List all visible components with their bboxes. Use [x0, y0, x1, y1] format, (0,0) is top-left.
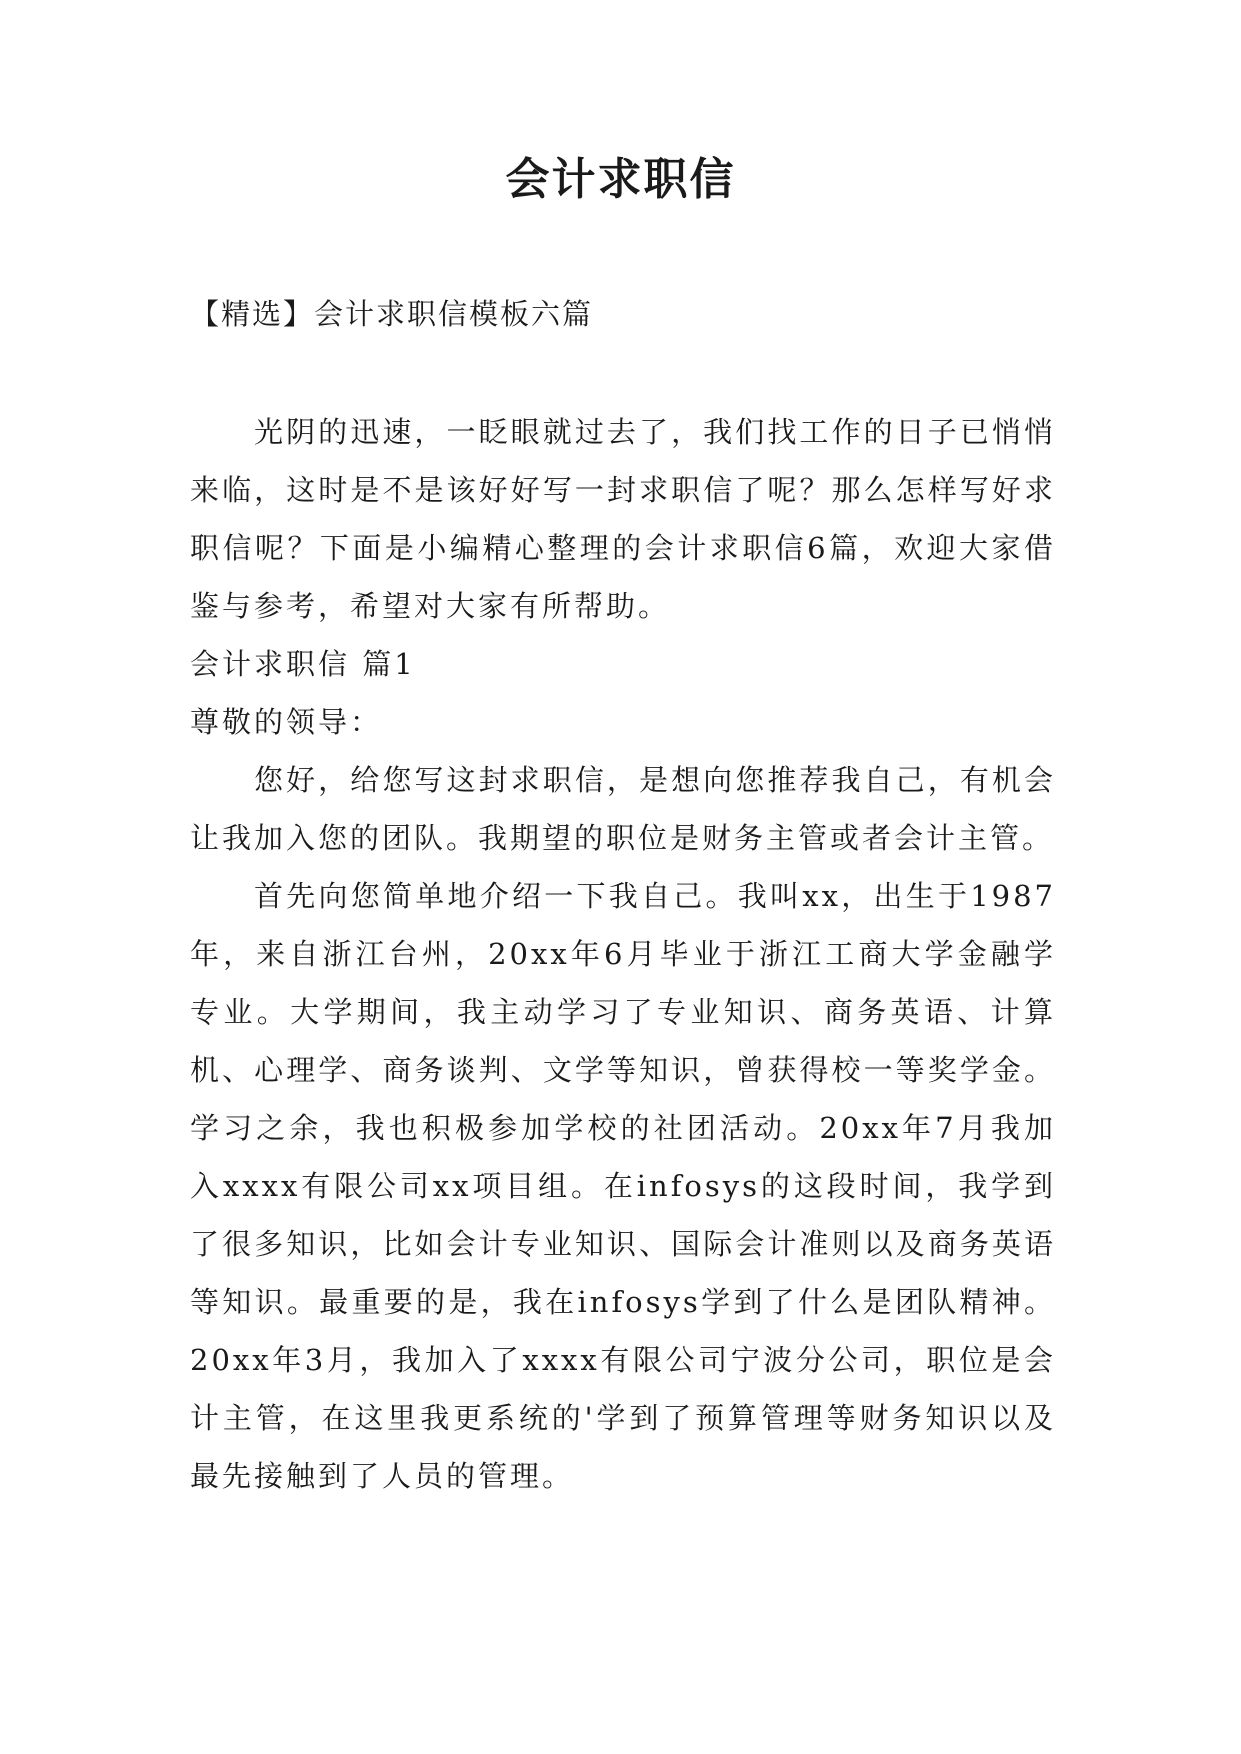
section-heading: 会计求职信 篇1 — [190, 647, 416, 681]
document-title: 会计求职信 — [505, 154, 736, 205]
letter-paragraph: 您好，给您写这封求职信，是想向您推荐我自己，有机会让我加入您的团队。我期望的职位是财务主管或者会计主管。 — [190, 763, 1056, 855]
document-subtitle: 【精选】会计求职信模板六篇 — [190, 297, 594, 331]
salutation: 尊敬的领导： — [190, 705, 383, 739]
document-body — [190, 403, 1056, 1505]
intro-paragraph: 光阴的迅速，一眨眼就过去了，我们找工作的日子已悄悄来临，这时是不是该好好写一封求职信了呢？那么怎样写好求职信呢？下面是小编精心整理的会计求职信6篇，欢迎大家借鉴与参考，希望对大家有所帮助。 — [190, 415, 1056, 623]
letter-paragraph: 首先向您简单地介绍一下我自己。我叫xx，出生于1987年，来自浙江台州，20xx年6月毕业于浙江工商大学金融学专业。大学期间，我主动学习了专业知识、商务英语、计算机、心理学、商务谈判、文学等知识，曾获得校一等奖学金。学习之余，我也积极参加学校的社团活动。20xx年7月我加入xxxx有限公司xx项目组。在infosys的这段时间，我学到了很多知识，比如会计专业知识、国际会计准则以及商务英语等知识。最重要的是，我在infosys学到了什么是团队精神。20xx年3月，我加入了xxxx有限公司宁波分公司，职位是会计主管，在这里我更系统的'学到了预算管理等财务知识以及最先接触到了人员的管理。 — [190, 879, 1056, 1493]
